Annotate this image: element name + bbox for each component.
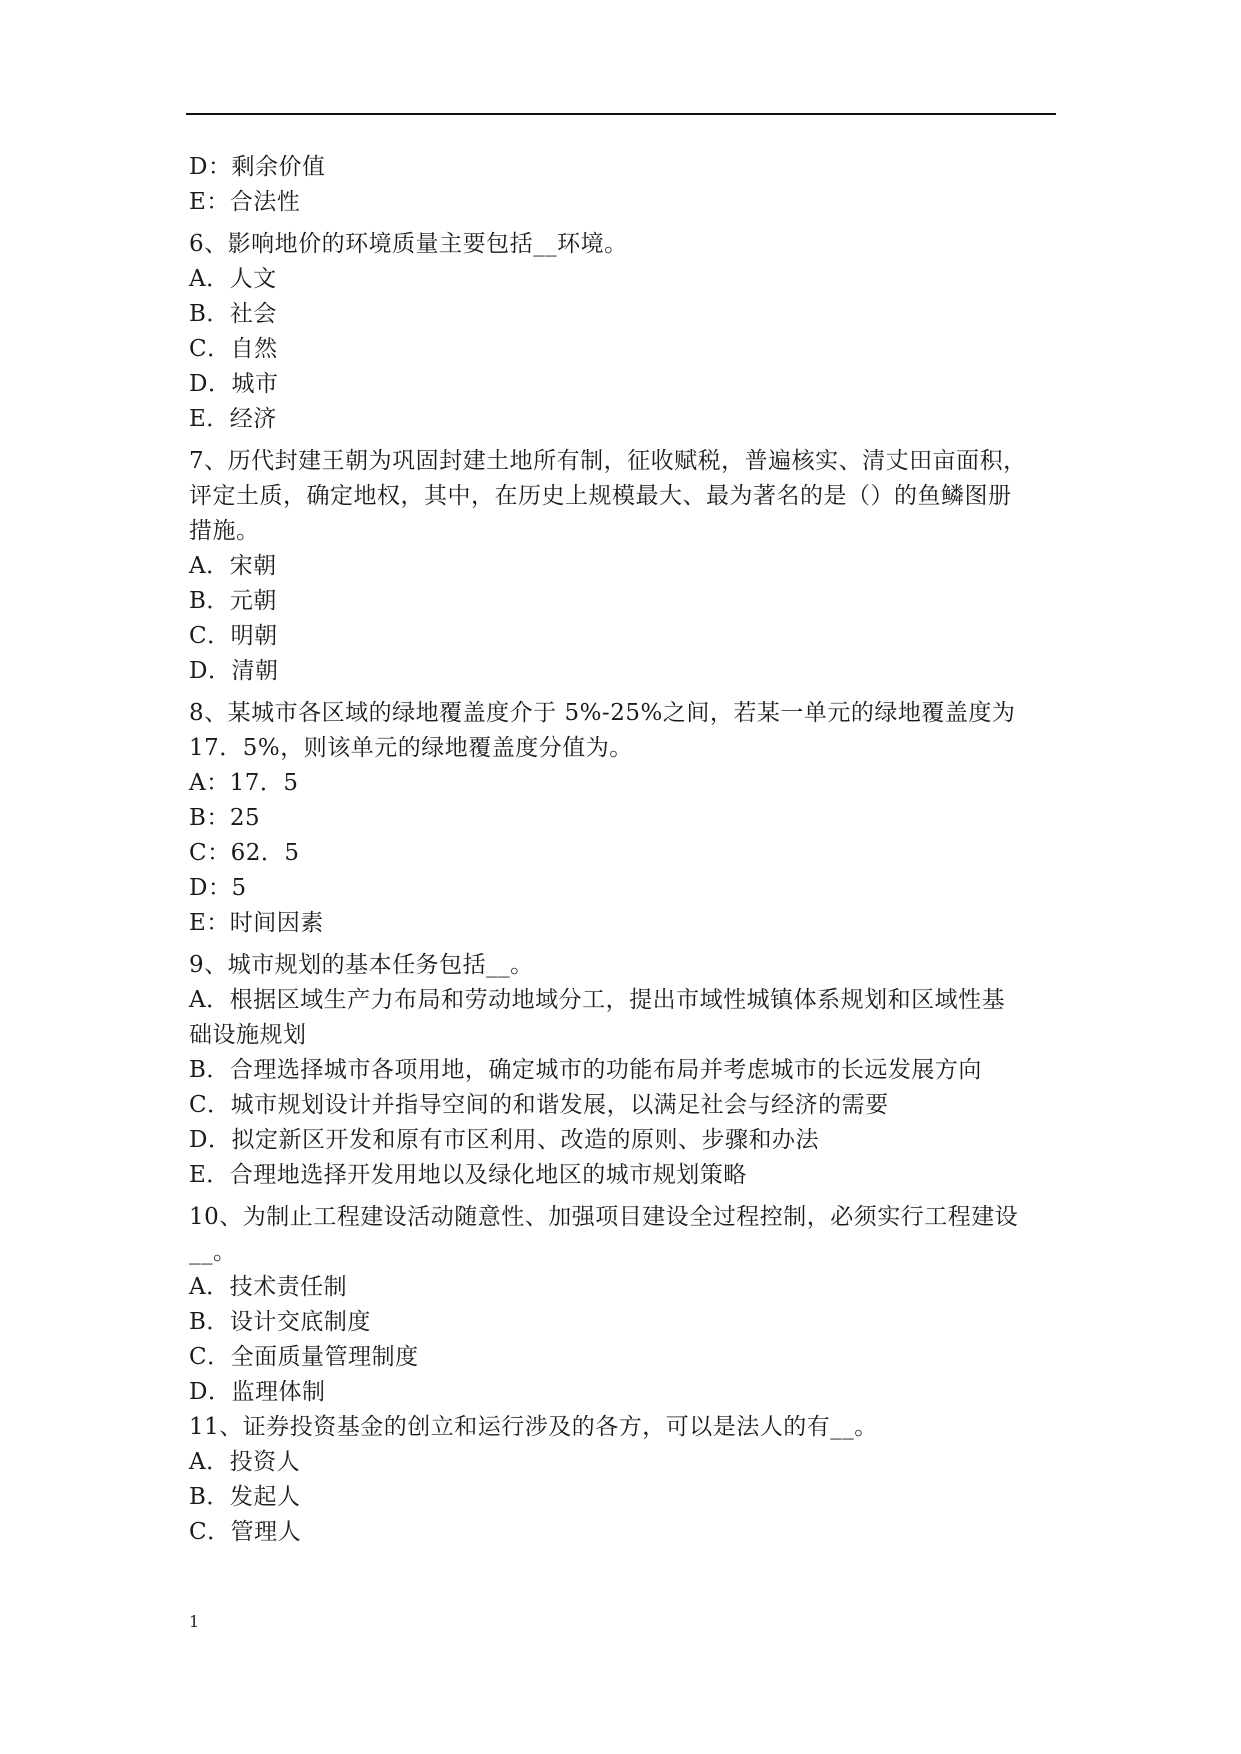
text-line: B．合理选择城市各项用地，确定城市的功能布局并考虑城市的长远发展方向 bbox=[189, 1057, 982, 1083]
text-line: 础设施规划 bbox=[189, 1022, 307, 1048]
text-line: D：剩余价值 bbox=[189, 154, 326, 180]
question-text: 10、为制止工程建设活动随意性、加强项目建设全过程控制，必须实行工程建设 bbox=[189, 1204, 1019, 1230]
header-rule bbox=[186, 113, 1056, 115]
text-line: E：时间因素 bbox=[189, 910, 324, 936]
text-line: 17．5%，则该单元的绿地覆盖度分值为。 bbox=[189, 735, 633, 761]
text-line: C．全面质量管理制度 bbox=[189, 1344, 419, 1370]
text-line: C．自然 bbox=[189, 336, 278, 362]
text-line: B．元朝 bbox=[189, 588, 277, 614]
text-line: E：合法性 bbox=[189, 189, 301, 215]
text-line: C．明朝 bbox=[189, 623, 278, 649]
text-line: D．拟定新区开发和原有市区利用、改造的原则、步骤和办法 bbox=[189, 1127, 819, 1153]
text-line: B．社会 bbox=[189, 301, 277, 327]
question-text: 6、影响地价的环境质量主要包括__环境。 bbox=[189, 231, 628, 257]
text-line: D．监理体制 bbox=[189, 1379, 326, 1405]
document-body bbox=[189, 150, 1059, 1550]
text-line: C．城市规划设计并指导空间的和谐发展，以满足社会与经济的需要 bbox=[189, 1092, 889, 1118]
text-line: B：25 bbox=[189, 805, 261, 831]
text-line: 11、证券投资基金的创立和运行涉及的各方，可以是法人的有__。 bbox=[189, 1414, 878, 1440]
text-line: A：17．5 bbox=[189, 770, 299, 796]
text-line: A．宋朝 bbox=[189, 553, 277, 579]
text-line: A．投资人 bbox=[189, 1449, 301, 1475]
text-line: D．城市 bbox=[189, 371, 279, 397]
question-text: 7、历代封建王朝为巩固封建土地所有制，征收赋税，普遍核实、清丈田亩面积， bbox=[189, 448, 1027, 474]
text-line: E．经济 bbox=[189, 406, 277, 432]
text-line: A．根据区域生产力布局和劳动地域分工，提出市域性城镇体系规划和区域性基 bbox=[189, 987, 1006, 1013]
text-line: A．技术责任制 bbox=[189, 1274, 348, 1300]
question-text: 8、某城市各区域的绿地覆盖度介于 5%-25%之间，若某一单元的绿地覆盖度为 bbox=[189, 700, 1016, 726]
text-line: C．管理人 bbox=[189, 1519, 302, 1545]
question-text: 9、城市规划的基本任务包括__。 bbox=[189, 952, 534, 978]
text-line: C：62．5 bbox=[189, 840, 300, 866]
text-line: E．合理地选择开发用地以及绿化地区的城市规划策略 bbox=[189, 1162, 747, 1188]
text-line: B．设计交底制度 bbox=[189, 1309, 371, 1335]
text-line: 评定土质，确定地权，其中，在历史上规模最大、最为著名的是（）的鱼鳞图册 bbox=[189, 483, 1012, 509]
page-number: 1 bbox=[189, 1612, 200, 1631]
text-line: 措施。 bbox=[189, 518, 260, 544]
text-line: B．发起人 bbox=[189, 1484, 301, 1510]
text-line: D：5 bbox=[189, 875, 247, 901]
text-line: __。 bbox=[189, 1239, 237, 1265]
text-line: D．清朝 bbox=[189, 658, 279, 684]
text-line: A．人文 bbox=[189, 266, 277, 292]
